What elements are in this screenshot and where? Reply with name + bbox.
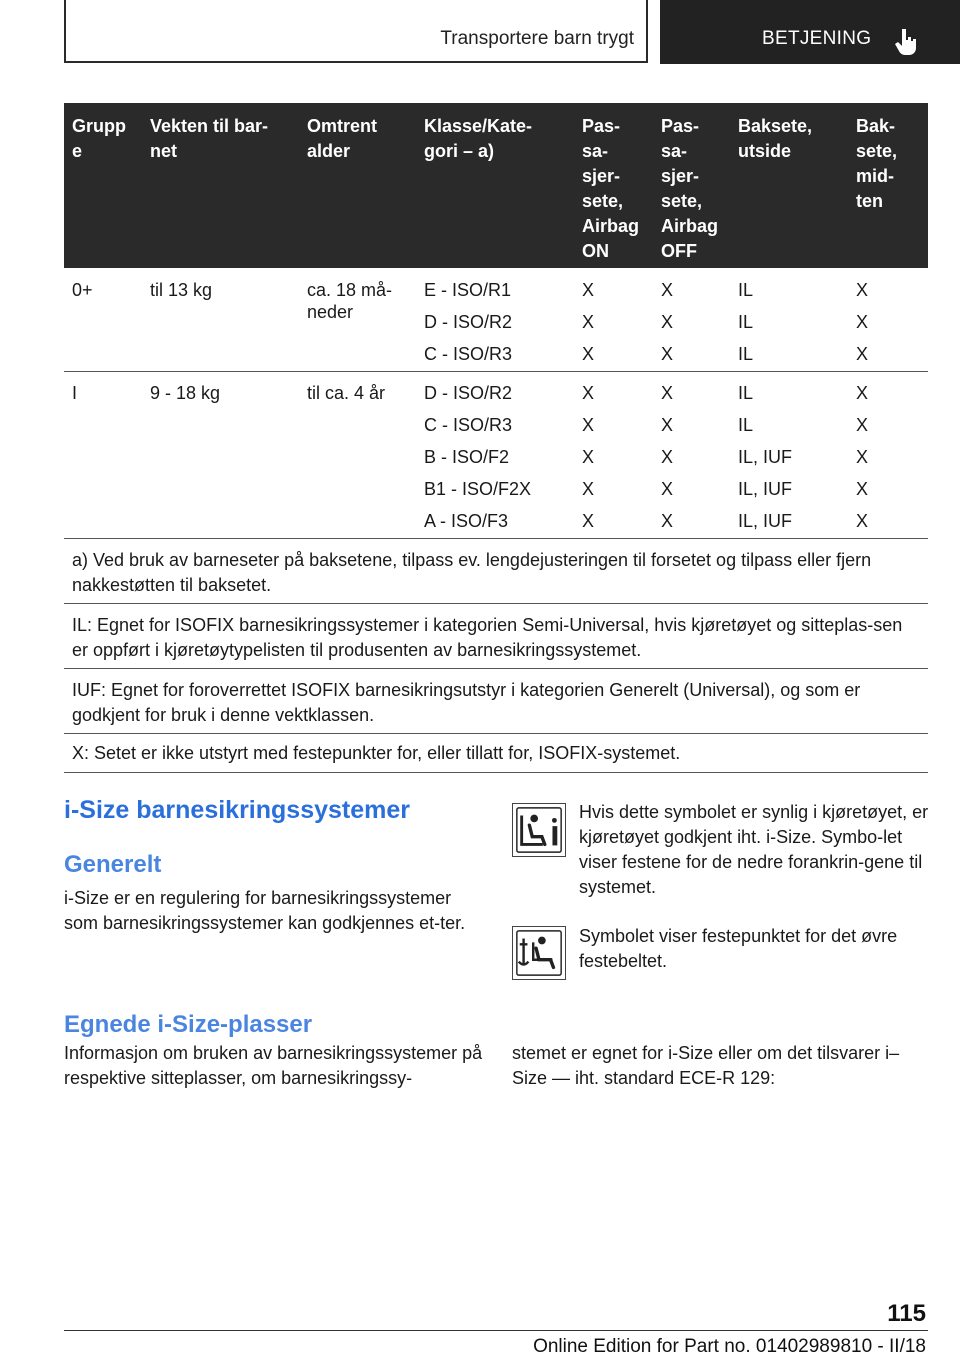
note-divider — [64, 668, 928, 669]
col-header-rear-outer: Baksete, utside — [738, 116, 813, 161]
row1-airbag-on: X X X X X — [582, 383, 595, 531]
row-divider — [64, 371, 928, 372]
note-divider — [64, 603, 928, 604]
row1-age: til ca. 4 år — [307, 383, 386, 403]
table-note-a: a) Ved bruk av barneseter på baksetene, tilpass ev. lengdejusteringen til forsetet og tilpass eller fjern nakkestøtten til baksetet. — [72, 550, 872, 595]
table-note-iuf: IUF: Egnet for foroverrettet ISOFIX barnesikringsutstyr i kategorien Generelt (Universal), og som er godkjent for bruk i denne vektklassen. — [72, 680, 861, 725]
symbol1-text: Hvis dette symbolet er synlig i kjøretøyet, er kjøretøyet godkjent iht. i-Size. Symbo-let viser festene for de nedre forankrin-gene til systemet. — [579, 802, 929, 897]
header-chapter-box — [660, 0, 960, 64]
table-note-x: X: Setet er ikke utstyrt med festepunkter for, eller tillatt for, ISOFIX-systemet. — [72, 743, 681, 763]
row1-classes: D - ISO/R2 C - ISO/R3 B - ISO/F2 B1 - ISO/F2X A - ISO/F3 — [424, 383, 532, 531]
col-header-airbag-on: Pas- sa- sjer- sete, Airbag ON — [582, 116, 640, 261]
note-divider — [64, 733, 928, 734]
note-divider — [64, 772, 928, 773]
row0-age: ca. 18 må- neder — [307, 280, 393, 322]
header-section-box — [64, 0, 648, 63]
symbol2-text: Symbolet viser festepunktet for det øvre festebeltet. — [579, 926, 898, 971]
row0-rear-middle: X X X — [856, 280, 869, 364]
table-header — [64, 103, 928, 268]
row0-weight: til 13 kg — [150, 280, 213, 300]
symbol1-text-head — [579, 800, 929, 900]
col-header-rear-middle: Bak- sete, mid- ten — [856, 116, 898, 211]
chapter-title: BETJENING — [762, 28, 872, 49]
row1-rear-outer: IL IL IL, IUF IL, IUF IL, IUF — [738, 383, 793, 531]
table-note-il: IL: Egnet for ISOFIX barnesikringssystemer i kategorien Semi-Universal, hvis kjøretøyet og sitteplas-sen er oppført i kjøretøytypelisten til produsenten av barnesikringssystemet. — [72, 615, 903, 660]
row1-weight: 9 - 18 kg — [150, 383, 221, 403]
row1-rear-middle: X X X X X — [856, 383, 869, 531]
col-header-group: Grupp e — [72, 116, 126, 161]
section-title: Transportere barn trygt — [440, 28, 634, 49]
footer-divider — [64, 1330, 928, 1331]
row0-group: 0+ — [72, 280, 93, 300]
places-text-left: Informasjon om bruken av barnesikringssystemer på respektive sitteplasser, om barnesikringssy- — [64, 1043, 483, 1088]
row1-airbag-off: X X X X X — [661, 383, 674, 531]
isize-child-seat-icon — [512, 803, 566, 857]
isize-heading: i-Size barnesikringssystemer — [64, 796, 410, 824]
col-header-weight: Vekten til bar- net — [150, 116, 269, 161]
page-number: 115 — [887, 1300, 926, 1327]
col-header-age: Omtrent alder — [307, 116, 378, 161]
col-header-class: Klasse/Kate- gori – a) — [424, 116, 533, 161]
places-text-right: stemet er egnet for i-Size eller om det tilsvarer i–Size — iht. standard ECE-R 129: — [512, 1043, 900, 1088]
footer-edition: Online Edition for Part no. 01402989810 - II/18 — [533, 1336, 926, 1357]
col-header-airbag-off: Pas- sa- sjer- sete, Airbag OFF — [661, 116, 719, 261]
row0-rear-outer: IL IL IL — [738, 280, 754, 364]
pointing-hand-icon — [893, 27, 919, 55]
row0-airbag-on: X X X — [582, 280, 595, 364]
row0-classes: E - ISO/R1 D - ISO/R2 C - ISO/R3 — [424, 280, 513, 364]
row-divider — [64, 538, 928, 539]
row0-airbag-off: X X X — [661, 280, 674, 364]
general-heading: Generelt — [64, 851, 162, 878]
places-heading: Egnede i-Size-plasser — [64, 1011, 313, 1038]
row1-group: I — [72, 383, 78, 403]
general-text: i-Size er en regulering for barnesikringssystemer som barnesikringssystemer kan godkjennes et-ter. — [64, 888, 466, 933]
top-tether-anchor-icon — [512, 926, 566, 980]
